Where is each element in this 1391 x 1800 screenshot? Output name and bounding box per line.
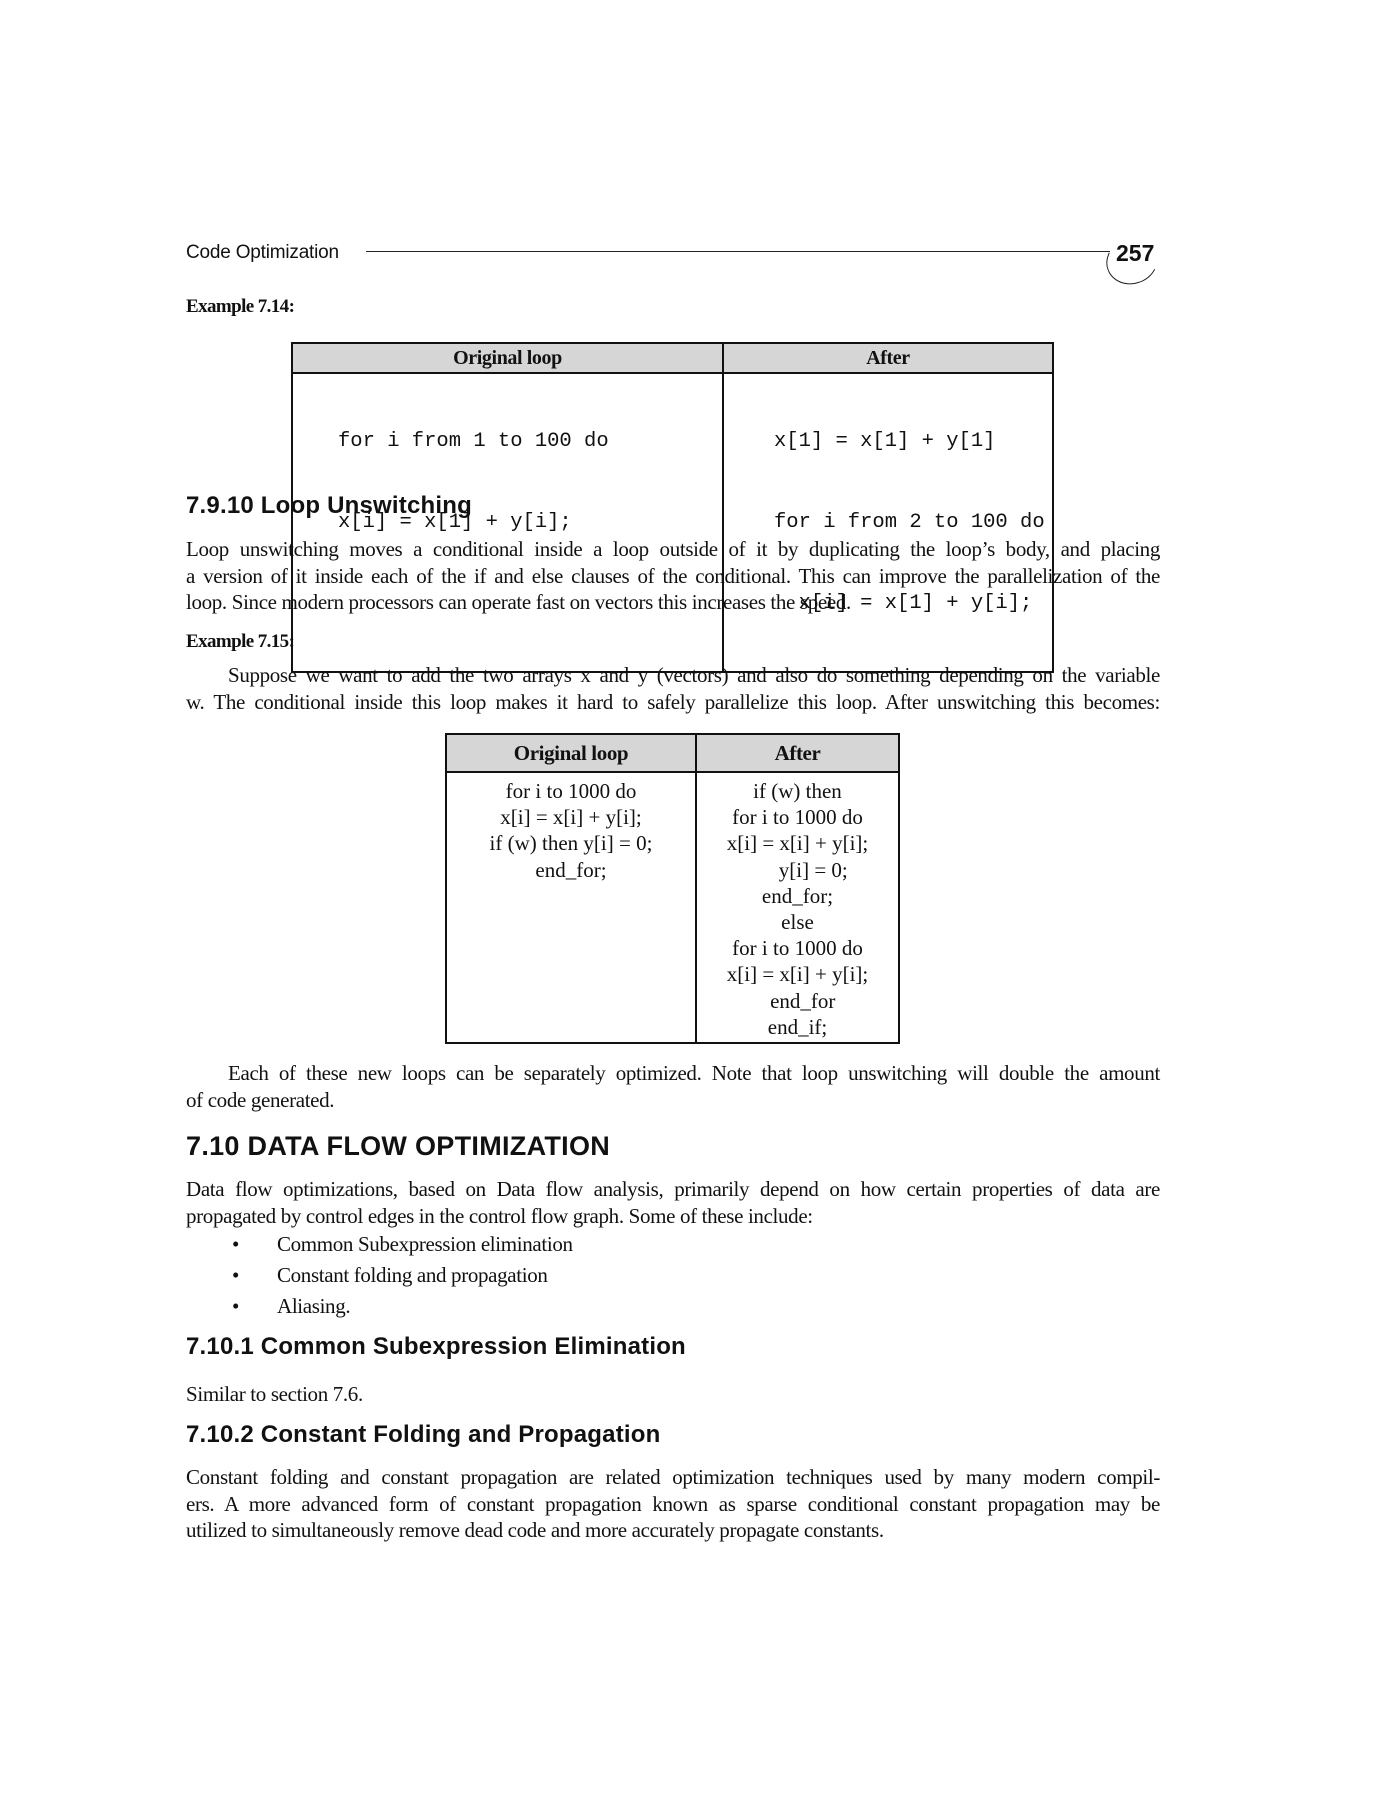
list-item-text: Aliasing.	[277, 1294, 351, 1318]
section-heading-7-10-1: 7.10.1 Common Subexpression Elimination	[186, 1333, 686, 1360]
code-line: for i to 1000 do	[732, 805, 863, 830]
code-line: x[i] = x[i] + y[i];	[500, 805, 642, 830]
list-item	[232, 1260, 932, 1291]
bullet-icon: •	[232, 1232, 240, 1256]
example-7-15-label: Example 7.15:	[186, 631, 295, 652]
section-heading-7-10-2: 7.10.2 Constant Folding and Propagation	[186, 1421, 661, 1448]
code-line: x[i] = x[i] + y[i];	[726, 831, 869, 856]
after-loop-cell	[723, 373, 1053, 672]
example-7-14-label: Example 7.14:	[186, 296, 295, 317]
bullet-icon: •	[232, 1263, 240, 1287]
code-line: x[i] = x[1] + y[i];	[338, 511, 572, 534]
text-line: a version of it inside each of the if and else clauses of the conditional. This can improve the parallelization of the	[186, 563, 1160, 588]
header-rule	[366, 251, 1110, 252]
code-line: x[i] = x[1] + y[i];	[774, 592, 1033, 615]
text-line: Loop unswitching moves a conditional inside a loop outside of it by duplicating the loop’s body, and placing	[186, 537, 1160, 561]
page-number: 257	[1116, 240, 1155, 266]
code-line: else	[781, 910, 814, 935]
text-line: of code generated.	[186, 1087, 335, 1112]
text-line: w. The conditional inside this loop makes it hard to safely parallelize this loop. After unswitching this becomes:	[186, 689, 1160, 714]
data-flow-paragraph	[186, 1176, 1160, 1229]
list-item	[232, 1229, 932, 1260]
text-line: Suppose we want to add the two arrays x and y (vectors) and also do something depending on the variable	[228, 663, 1160, 687]
list-item-text: Constant folding and propagation	[277, 1263, 548, 1287]
code-line: x[i] = x[i] + y[i];	[726, 962, 869, 987]
text-line: loop. Since modern processors can operate fast on vectors this increases the speed.	[186, 590, 851, 614]
text-line: utilized to simultaneously remove dead code and more accurately propagate constants.	[186, 1518, 884, 1542]
code-line: if (w) then y[i] = 0;	[489, 831, 653, 856]
table-header-original: Original loop	[292, 343, 723, 373]
loop-unswitching-paragraph	[186, 536, 1160, 616]
section-heading-7-9-10: 7.9.10 Loop Unswitching	[186, 492, 472, 519]
original-loop-cell	[292, 373, 723, 672]
text-line: Similar to section 7.6.	[186, 1382, 363, 1406]
cse-paragraph	[186, 1381, 1160, 1408]
code-line: for i to 1000 do	[505, 779, 637, 803]
after-loop-cell	[696, 772, 899, 1043]
text-line: ers. A more advanced form of constant propagation known as sparse conditional constant propagation may be	[186, 1491, 1160, 1516]
text-line: Data flow optimizations, based on Data flow analysis, primarily depend on how certain properties of data are	[186, 1177, 1160, 1201]
original-loop-cell	[446, 772, 696, 1043]
code-line: end_for	[759, 988, 836, 1013]
example-7-15-outro	[186, 1060, 1160, 1113]
code-line: x[1] = x[1] + y[1]	[774, 430, 996, 453]
code-line: for i to 1000 do	[732, 936, 863, 961]
table-header-after: After	[723, 343, 1053, 373]
text-line: Each of these new loops can be separately optimized. Note that loop unswitching will double the amount	[228, 1061, 1160, 1085]
section-heading-7-10: 7.10 DATA FLOW OPTIMIZATION	[186, 1131, 611, 1161]
running-header-title: Code Optimization	[186, 242, 339, 263]
bullet-icon: •	[232, 1294, 240, 1318]
code-line: end_if;	[767, 1014, 828, 1039]
list-item	[232, 1291, 932, 1322]
code-line: end_for;	[535, 857, 607, 882]
table-header-after: After	[696, 734, 899, 772]
code-line: for i from 1 to 100 do	[338, 430, 609, 453]
example-7-15-intro	[186, 662, 1160, 715]
code-line: for i from 2 to 100 do	[774, 511, 1045, 534]
constant-folding-paragraph	[186, 1464, 1160, 1544]
code-line: y[i] = 0;	[747, 857, 848, 882]
data-flow-bullet-list	[232, 1229, 932, 1322]
text-line: propagated by control edges in the control flow graph. Some of these include:	[186, 1203, 813, 1228]
table-header-original: Original loop	[446, 734, 696, 772]
list-item-text: Common Subexpression elimination	[277, 1232, 573, 1256]
code-line: if (w) then	[753, 779, 842, 803]
page-number-badge	[1106, 238, 1162, 286]
text-line: Constant folding and constant propagation are related optimization techniques used by many modern compil-	[186, 1465, 1160, 1489]
code-line: end_for;	[761, 883, 834, 908]
example-7-15-table	[445, 733, 900, 1044]
